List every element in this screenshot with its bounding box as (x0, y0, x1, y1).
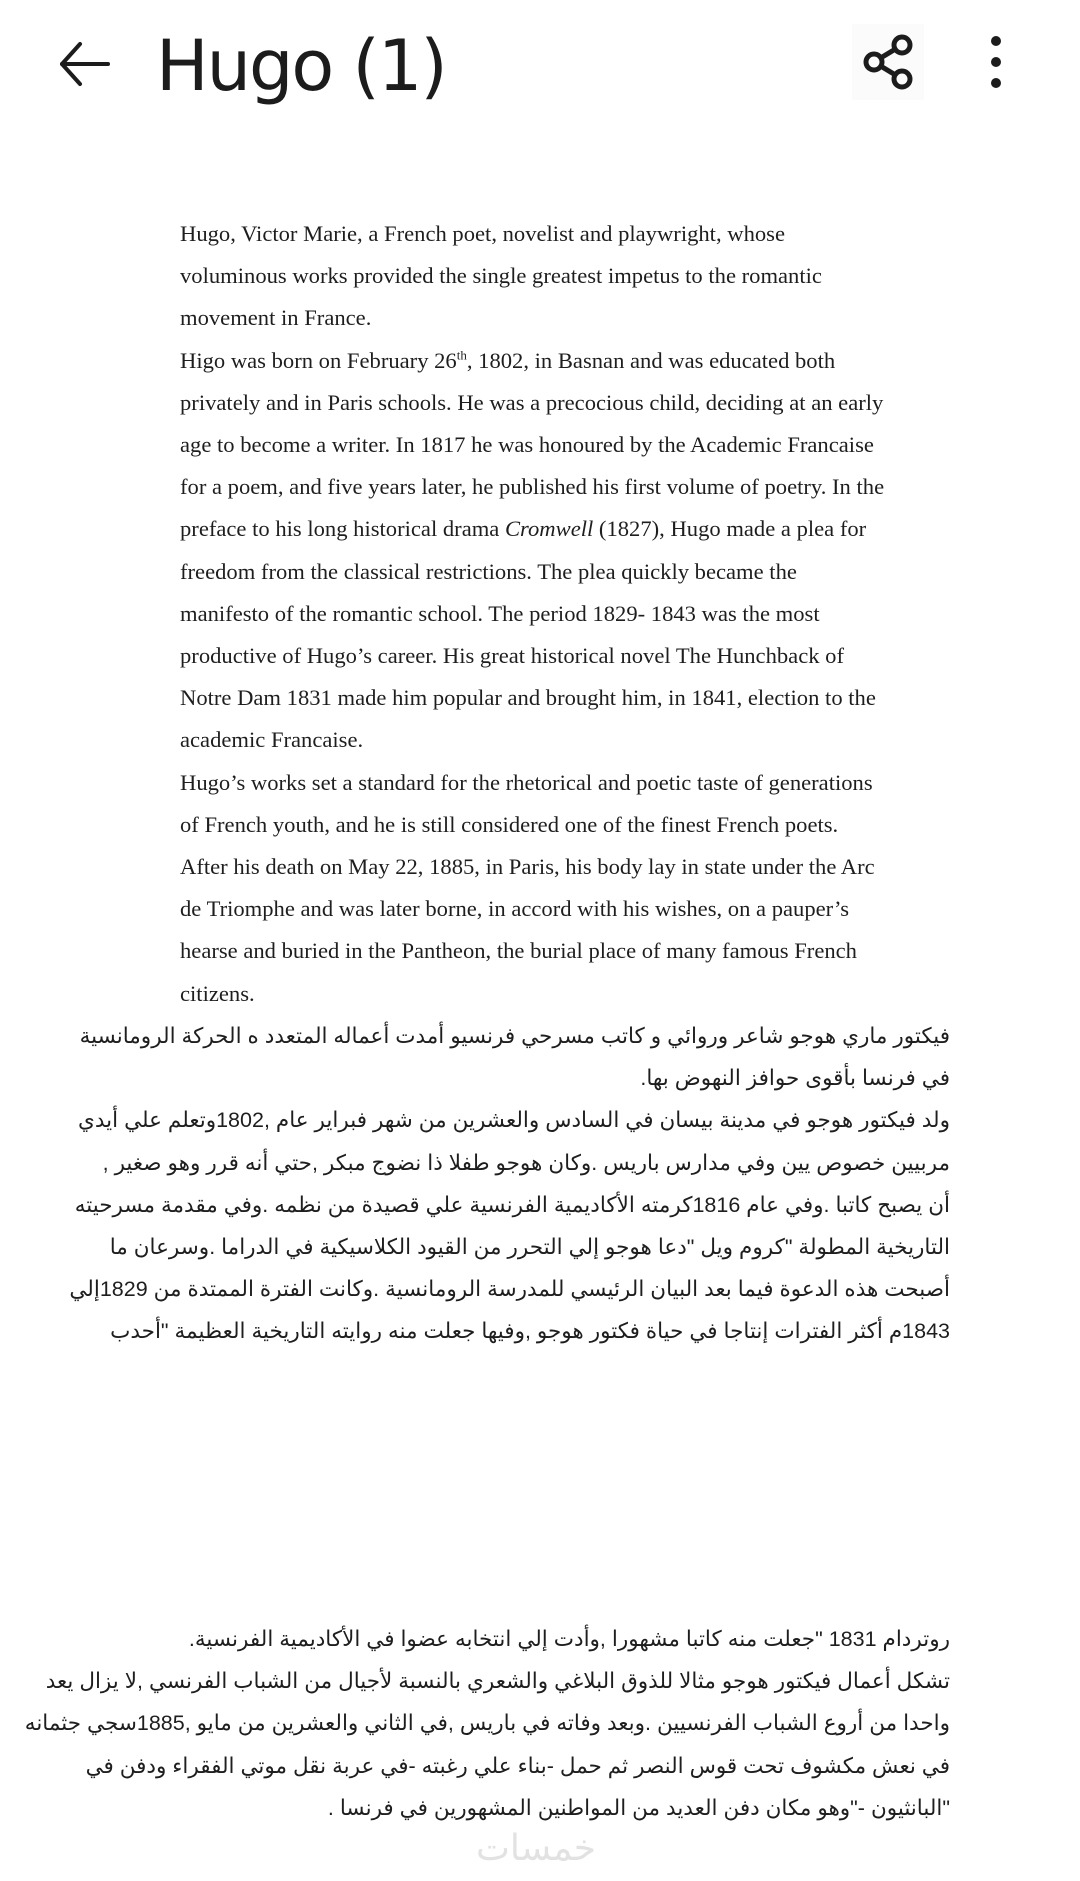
text-line: academic Francaise. (180, 727, 364, 753)
text-line: Hugo, Victor Marie, a French poet, novelist and playwright, whose (180, 221, 785, 246)
ordinal-suffix: th (456, 347, 467, 363)
arabic-line: في فرنسا بأقوى حوافز النهوض بها. (640, 1066, 950, 1091)
more-options-button[interactable] (966, 24, 1026, 100)
text-line: for a poem, and five years later, he published his first volume of poetry. In the (180, 474, 885, 500)
watermark: خمسات (476, 1828, 597, 1869)
arabic-line: تشكل أعمال فيكتور هوجو مثالا للذوق البلاغي والشعري بالنسبة لأجيال من الشباب الفرنسي ,لا يزال يعد (45, 1669, 950, 1694)
arabic-text-page-1 (69, 1015, 950, 1353)
text-line: of French youth, and he is still considered one of the finest French poets. (180, 811, 839, 837)
text-line: Notre Dam 1831 made him popular and brought him, in 1841, election to the (180, 685, 876, 711)
document-viewer[interactable] (0, 135, 1080, 1881)
share-button[interactable] (852, 24, 924, 100)
text-line: age to become a writer. In 1817 he was honoured by the Academic Francaise (180, 432, 874, 458)
arabic-line: التاريخية المطولة "كروم ويل "دعا هوجو إلي التحرر من القيود الكلاسيكية في الدراما .وسرعان ما (109, 1235, 950, 1260)
text-line: freedom from the classical restrictions. The plea quickly became the (180, 558, 797, 584)
text-line (180, 508, 970, 550)
back-button[interactable] (48, 28, 120, 100)
text-line: privately and in Paris schools. He was a precocious child, deciding at an early (180, 389, 884, 415)
arabic-line: أصبحت هذه الدعوة فيما بعد البيان الرئيسي للمدرسة الرومانسية .وكانت الفترة الممتدة من 1829إلي (69, 1277, 950, 1302)
text-line: After his death on May 22, 1885, in Paris, his body lay in state under the Arc (180, 854, 875, 880)
italic-title: Cromwell (504, 516, 594, 542)
text-line: productive of Hugo’s career. His great historical novel The Hunchback of (180, 643, 844, 669)
share-icon (860, 32, 916, 92)
arabic-line: أن يصبح كاتبا .وفي عام 1816كرمته الأكاديمية الفرنسية علي قصيدة من نظمه .وفي مقدمة مسرحيته (74, 1192, 950, 1217)
arabic-line: ولد فيكتور هوجو في مدينة بيسان في السادس والعشرين من شهر فبراير عام ,1802وتعلم علي أيدي (78, 1108, 950, 1133)
text-line: de Triomphe and was later borne, in accord with his wishes, on a pauper’s (180, 896, 850, 922)
arabic-line: واحدا من أروع الشباب الفرنسيين .وبعد وفاته في باريس ,في الثاني والعشرين من مايو ,1885سجي جثمانه (24, 1711, 950, 1736)
text-line: Hugo’s works set a standard for the rhetorical and poetic taste of generations (180, 769, 873, 795)
text-line: movement in France. (180, 305, 372, 331)
text-line: manifesto of the romantic school. The period 1829- 1843 was the most (180, 600, 820, 626)
more-vertical-icon (986, 32, 1006, 92)
arabic-line: في نعش مكشوف تحت قوس النصر ثم حمل -بناء علي رغبته -في عربة نقل موتي الفقراء ودفن في (85, 1753, 950, 1778)
text-span: (1827), Hugo made a plea for (593, 516, 867, 542)
text-line: hearse and buried in the Pantheon, the burial place of many famous French (180, 938, 857, 964)
arabic-line: فيكتور ماري هوجو شاعر وروائي و كاتب مسرحي فرنسيو أمدت أعماله المتعدد ه الحركة الرومانسية (79, 1024, 950, 1048)
app-bar (0, 0, 1080, 135)
arabic-line: مربيين خصوص يين وفي مدارس باريس .وكان هوجو طفلا ذا نضوج مبكر ,حتي أنه قرر وهو صغير , (102, 1150, 950, 1175)
document-title: Hugo (1) (156, 25, 446, 107)
arabic-line: 1843م أكثر الفترات إنتاجا في حياة فكتور هوجو ,وفيها جعلت منه روايته التاريخية العظيمة "أحدب (110, 1319, 950, 1344)
text-span: preface to his long historical drama (180, 516, 505, 542)
text-span: , 1802, in Basnan and was educated both (466, 347, 836, 373)
text-line: citizens. (180, 980, 255, 1006)
text-span: Higo was born on February 26 (180, 347, 457, 373)
arrow-left-icon (56, 36, 112, 92)
arabic-line: "البانثيون -"وهو مكان دفن العديد من المواطنين المشهورين في فرنسا . (327, 1795, 950, 1820)
arabic-text-page-2 (24, 1618, 950, 1829)
arabic-line: روتردام 1831 "جعلت منه كاتبا مشهورا ,وأدت إلي انتخابه عضوا في الأكاديمية الفرنسية. (188, 1627, 950, 1651)
english-text (180, 213, 970, 1015)
text-line: voluminous works provided the single greatest impetus to the romantic (180, 263, 822, 289)
text-line (180, 340, 970, 382)
